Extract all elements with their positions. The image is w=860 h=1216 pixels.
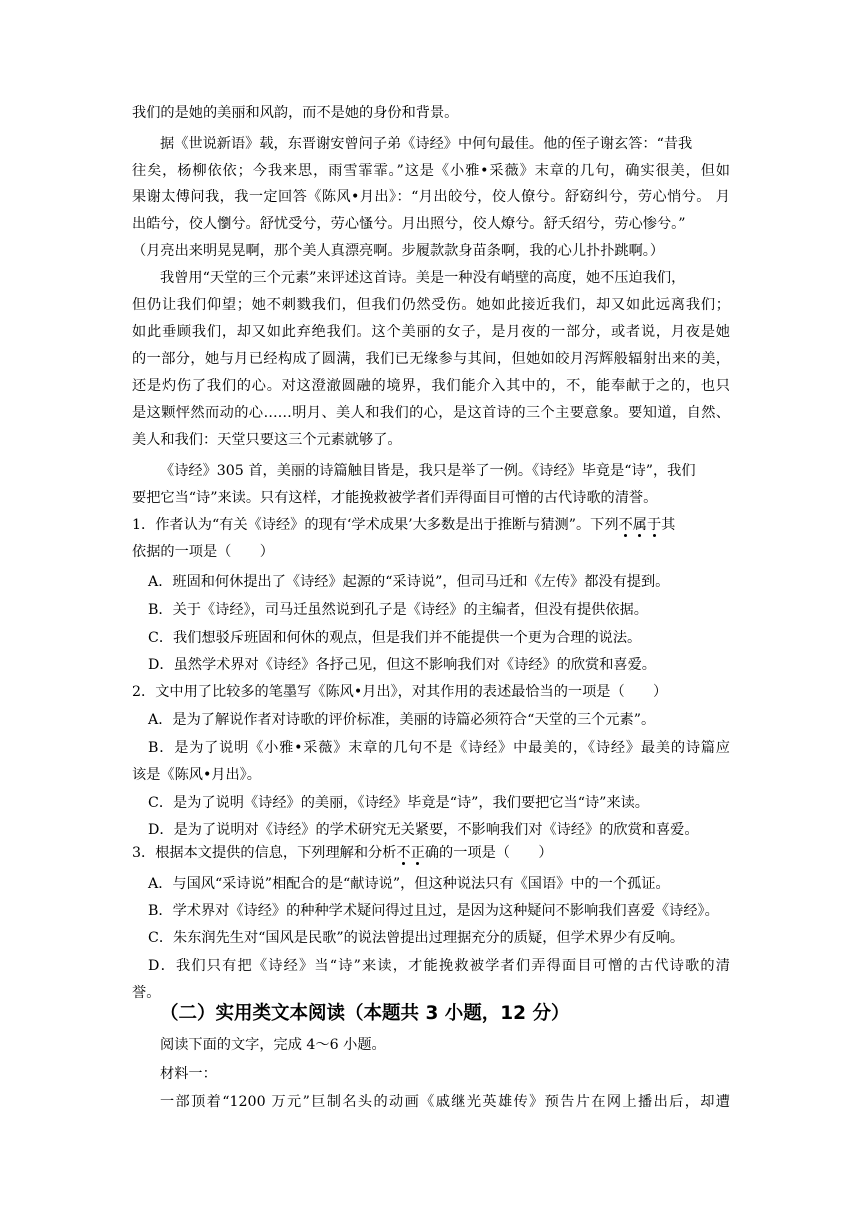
question-2-option-b-cont: 该是《陈风•月出》。 <box>132 767 261 783</box>
passage-line: 《诗经》305 首，美丽的诗篇触目皆是，我只是举了一例。《诗经》毕竟是“诗”，我们 <box>160 463 696 479</box>
section-instruction: 阅读下面的文字，完成 4～6 小题。 <box>160 1037 386 1053</box>
passage-line: 我们的是她的美丽和风韵，而不是她的身份和背景。 <box>132 105 459 121</box>
passage-line: 的一部分，她与月已经构成了圆满，我们已无缘参与其间，但她如皎月泻辉般辐射出来的美， <box>132 351 730 367</box>
passage-line: 要把它当“诗”来读。只有这样，才能挽救被学者们弄得面目可憎的古代诗歌的清誉。 <box>132 490 658 506</box>
question-3-stem: 3．根据本文提供的信息，下列理解和分析不正确的一项是（ ） <box>132 845 553 861</box>
section-heading: （二）实用类文本阅读（本题共 3 小题，12 分） <box>160 1003 570 1024</box>
question-2-stem: 2．文中用了比较多的笔墨写《陈风•月出》，对其作用的表述最恰当的一项是（ ） <box>132 684 668 700</box>
emphasis-mark: 正 <box>410 845 425 861</box>
passage-line: 是这颗怦然而动的心……明月、美人和我们的心，是这首诗的三个主要意象。要知道，自然、 <box>132 405 730 421</box>
question-1-stem-cont: 依据的一项是（ ） <box>132 544 274 560</box>
emphasis-mark: 不 <box>396 845 411 861</box>
question-1-option-b: B．关于《诗经》，司马迁虽然说到孔子是《诗经》的主编者，但没有提供依据。 <box>148 602 648 618</box>
question-1-option-c: C．我们想驳斥班固和何休的观点，但是我们并不能提供一个更为合理的说法。 <box>148 630 642 646</box>
question-2-option-a: A．是为了解说作者对诗歌的评价标准，美丽的诗篇必须符合“天堂的三个元素”。 <box>148 712 656 728</box>
question-3-option-d: D．我们只有把《诗经》当“诗”来读，才能挽救被学者们弄得面目可憎的古代诗歌的清 <box>148 958 730 974</box>
passage-line: 据《世说新语》载，东晋谢安曾问子弟《诗经》中何句最佳。他的侄子谢玄答：“昔我 <box>160 136 693 152</box>
passage-line: 往矣，杨柳依依；今我来思，雨雪霏霏。”这是《小雅•采薇》末章的几句，确实很美，但如 <box>132 163 730 179</box>
passage-line: 如此垂顾我们，却又如此弃绝我们。这个美丽的女子，是月夜的一部分，或者说，月夜是她 <box>132 324 730 340</box>
question-1-option-d: D．虽然学术界对《诗经》各抒己见，但这不影响我们对《诗经》的欣赏和喜爱。 <box>148 657 656 673</box>
question-3-option-a: A．与国风“采诗说”相配合的是“献诗说”，但这种说法只有《国语》中的一个孤证。 <box>148 876 670 892</box>
passage-line: 但仍让我们仰望；她不刺戮我们，但我们仍然受伤。她如此接近我们，却又如此远离我们； <box>132 297 730 313</box>
passage-line: （月亮出来明晃晃啊，那个美人真漂亮啊。步履款款身苗条啊，我的心儿扑扑跳啊。） <box>132 243 665 259</box>
question-3-option-c: C．朱东润先生对“国风是民歌”的说法曾提出过理据充分的质疑，但学术界少有反响。 <box>148 930 685 946</box>
passage-line: 美人和我们：天堂只要这三个元素就够了。 <box>132 432 402 448</box>
material-label: 材料一： <box>160 1066 217 1082</box>
material-text: 一部顶着“1200 万元”巨制名头的动画《戚继光英雄传》预告片在网上播出后，却遭 <box>160 1094 730 1110</box>
passage-line: 出皓兮，佼人懰兮。舒忧受兮，劳心慅兮。月出照兮，佼人燎兮。舒夭绍兮，劳心惨兮。” <box>132 216 686 232</box>
question-3-option-d-cont: 誉。 <box>132 985 161 1001</box>
question-1-option-a: A．班固和何休提出了《诗经》起源的“采诗说”，但司马迁和《左传》都没有提到。 <box>148 574 670 590</box>
question-3-option-b: B．学术界对《诗经》的种种学术疑问得过且过，是因为这种疑问不影响我们喜爱《诗经》。 <box>148 903 719 919</box>
emphasis-mark: 不 <box>618 517 633 533</box>
emphasis-mark: 属 <box>632 517 647 533</box>
question-1-stem: 1．作者认为“有关《诗经》的现有‘学术成果’大多数是出于推断与猜测”。下列不属于其 <box>132 517 676 533</box>
passage-line: 果谢太傅问我，我一定回答《陈风•月出》：“月出皎兮，佼人僚兮。舒窈纠兮，劳心悄兮。 月 <box>132 189 730 205</box>
question-2-option-b: B．是为了说明《小雅•采薇》末章的几句不是《诗经》中最美的，《诗经》最美的诗篇应 <box>148 740 730 756</box>
question-2-option-c: C．是为了说明《诗经》的美丽，《诗经》毕竟是“诗”，我们要把它当“诗”来读。 <box>148 795 649 811</box>
passage-line: 我曾用“天堂的三个元素”来评述这首诗。美是一种没有峭壁的高度，她不压迫我们， <box>160 270 686 286</box>
question-2-option-d: D．是为了说明对《诗经》的学术研究无关紧要，不影响我们对《诗经》的欣赏和喜爱。 <box>148 822 699 838</box>
passage-line: 还是灼伤了我们的心。对这澄澈圆融的境界，我们能介入其中的，不，能奉献于之的，也只 <box>132 378 730 394</box>
emphasis-mark: 于 <box>646 517 662 533</box>
